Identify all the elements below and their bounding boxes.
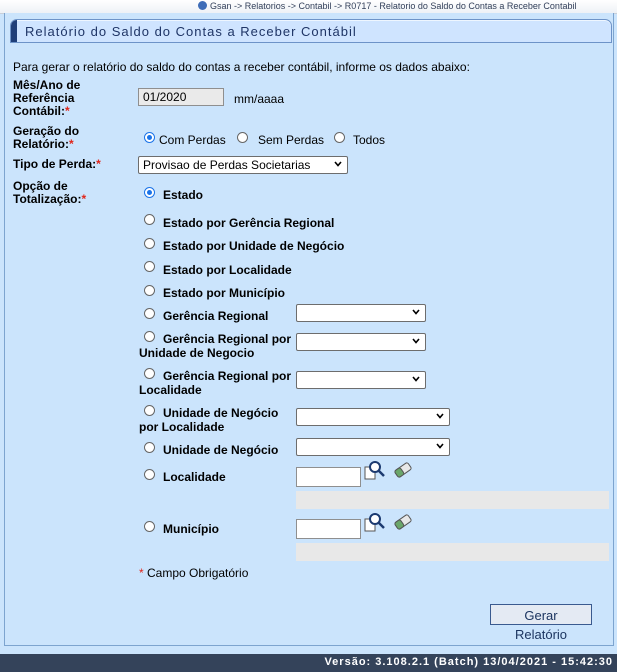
- required-mark: *: [81, 192, 87, 206]
- unidade-localidade-label-line2: por Localidade: [139, 420, 225, 434]
- tipo-perda-label-text: Tipo de Perda:: [13, 157, 97, 171]
- chevron-down-icon: [412, 308, 420, 316]
- tipo-perda-selected: Provisao de Perdas Societarias: [143, 158, 311, 172]
- required-footnote: [139, 566, 248, 580]
- chevron-down-icon: [334, 160, 342, 168]
- chevron-down-icon: [436, 412, 444, 420]
- required-mark: *: [65, 104, 70, 118]
- radio-sem-perdas[interactable]: [237, 132, 248, 143]
- version-text: Versão: 3.108.2.1 (Batch) 13/04/2021 - 15:42:30: [324, 656, 613, 668]
- sem-perdas-label: Sem Perdas: [258, 133, 325, 147]
- gerencia-select[interactable]: [296, 304, 426, 322]
- radio-unidade-localidade[interactable]: [144, 405, 155, 416]
- mes-ano-label-line3: Contábil:: [13, 104, 65, 118]
- tipo-perda-select[interactable]: [138, 156, 348, 174]
- radio-estado-unidade[interactable]: [144, 238, 155, 249]
- mes-ano-format-hint: mm/aaaa: [234, 92, 285, 106]
- totalizacao-label-line2: Totalização:: [13, 192, 82, 206]
- com-perdas-label: Com Perdas: [159, 133, 226, 147]
- gerencia-localidade-select[interactable]: [296, 371, 426, 389]
- radio-localidade[interactable]: [144, 469, 155, 480]
- top-breadcrumb-bar: [0, 0, 617, 14]
- gerencia-localidade-label-line2: Localidade: [139, 383, 202, 397]
- radio-estado-gerencia[interactable]: [144, 214, 155, 225]
- title-bar: [10, 19, 612, 43]
- mes-ano-label: [13, 79, 80, 118]
- status-bar: [0, 654, 617, 672]
- page-title: Relatório do Saldo do Contas a Receber Contábil: [25, 24, 357, 39]
- radio-estado[interactable]: [144, 187, 155, 198]
- radio-com-perdas[interactable]: [144, 132, 155, 143]
- radio-municipio[interactable]: [144, 521, 155, 532]
- gerencia-label: Gerência Regional: [163, 309, 269, 323]
- geracao-label: [13, 125, 79, 151]
- mes-ano-label-line1: Mês/Ano de: [13, 78, 81, 92]
- required-mark: *: [69, 137, 74, 151]
- todos-label: Todos: [353, 133, 386, 147]
- radio-gerencia[interactable]: [144, 308, 155, 319]
- home-icon[interactable]: [198, 1, 207, 10]
- eraser-icon[interactable]: [392, 460, 414, 480]
- required-footnote-text: Campo Obrigatório: [147, 566, 249, 580]
- estado-label: Estado: [163, 188, 204, 202]
- chevron-down-icon: [412, 337, 420, 345]
- radio-estado-municipio[interactable]: [144, 285, 155, 296]
- unidade-localidade-label-line1: Unidade de Negócio: [163, 406, 279, 420]
- unidade-label: Unidade de Negócio: [163, 443, 279, 457]
- municipio-input[interactable]: [296, 519, 361, 539]
- municipio-description-box: [296, 543, 609, 561]
- mes-ano-input[interactable]: [138, 88, 224, 106]
- mes-ano-label-line2: Referência: [13, 91, 75, 105]
- intro-text: Para gerar o relatório do saldo do contas a receber contábil, informe os dados abaixo:: [13, 60, 470, 74]
- search-icon[interactable]: [364, 512, 386, 532]
- estado-gerencia-label: Estado por Gerência Regional: [163, 216, 335, 230]
- gerencia-unidade-label-line1: Gerência Regional por: [163, 332, 292, 346]
- unidade-localidade-select[interactable]: [296, 408, 450, 426]
- eraser-icon[interactable]: [392, 512, 414, 532]
- radio-unidade[interactable]: [144, 442, 155, 453]
- geracao-label-line2: Relatório:: [13, 137, 70, 151]
- radio-estado-localidade[interactable]: [144, 261, 155, 272]
- chevron-down-icon: [412, 375, 420, 383]
- radio-gerencia-unidade[interactable]: [144, 331, 155, 342]
- totalizacao-label-line1: Opção de: [13, 179, 68, 193]
- gerencia-unidade-label-line2: Unidade de Negocio: [139, 346, 255, 360]
- gerencia-unidade-select[interactable]: [296, 333, 426, 351]
- chevron-down-icon: [436, 442, 444, 450]
- search-icon[interactable]: [364, 460, 386, 480]
- breadcrumb: [198, 0, 576, 13]
- required-mark: *: [96, 157, 101, 171]
- estado-unidade-label: Estado por Unidade de Negócio: [163, 239, 345, 253]
- geracao-label-line1: Geração do: [13, 124, 80, 138]
- localidade-input[interactable]: [296, 467, 361, 487]
- tipo-perda-label: [13, 158, 101, 171]
- localidade-description-box: [296, 491, 609, 509]
- gerar-relatorio-button[interactable]: Gerar Relatório: [490, 604, 592, 625]
- radio-gerencia-localidade[interactable]: [144, 368, 155, 379]
- unidade-select[interactable]: [296, 438, 450, 456]
- radio-todos[interactable]: [334, 132, 345, 143]
- breadcrumb-text: Gsan -> Relatorios -> Contabil -> R0717 - Relatorio do Saldo do Contas a Receber Contabil: [210, 1, 577, 11]
- totalizacao-label: [13, 180, 86, 206]
- estado-localidade-label: Estado por Localidade: [163, 263, 292, 277]
- municipio-label: Município: [163, 522, 219, 536]
- required-mark: *: [139, 566, 144, 580]
- localidade-label: Localidade: [163, 470, 226, 484]
- gerencia-localidade-label-line1: Gerência Regional por: [163, 369, 292, 383]
- estado-municipio-label: Estado por Município: [163, 286, 285, 300]
